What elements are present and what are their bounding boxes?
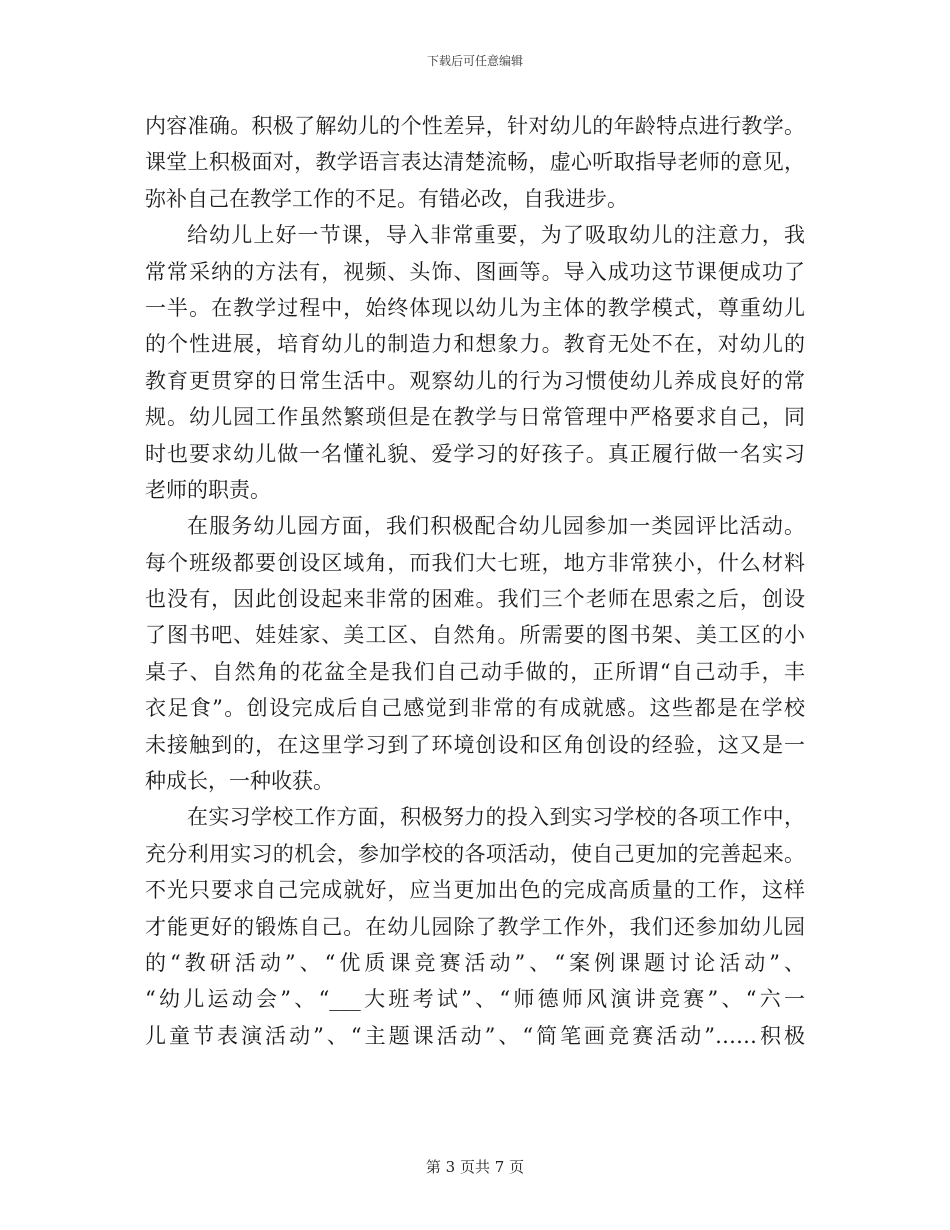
- text-line: 弥补自己在教学工作的不足。有错必改，自我进步。: [145, 186, 628, 211]
- text-line: 一半。在教学过程中，始终体现以幼儿为主体的教学模式，尊重幼儿: [145, 295, 805, 320]
- text-line: 时也要求幼儿做一名懂礼貌、爱学习的好孩子。真正履行做一名实习: [145, 441, 805, 466]
- text-line: 充分利用实习的机会，参加学校的各项活动，使自己更加的完善起来。: [145, 841, 805, 866]
- text-line: 未接触到的，在这里学习到了环境创设和区角创设的经验，这又是一: [145, 732, 805, 757]
- text-line: 每个班级都要创设区域角，而我们大七班，地方非常狭小，什么材料: [145, 550, 805, 575]
- document-body: [145, 108, 805, 1054]
- text-line: “幼儿运动会”、“___大班考试”、“师德师风演讲竞赛”、“六一: [145, 987, 805, 1012]
- text-line: 在实习学校工作方面，积极努力的投入到实习学校的各项工作中，: [187, 805, 805, 830]
- text-line: 规。幼儿园工作虽然繁琐但是在教学与日常管理中严格要求自己，同: [145, 405, 805, 430]
- text-line: 给幼儿上好一节课，导入非常重要，为了吸取幼儿的注意力，我: [187, 223, 805, 248]
- text-line: 衣足食”。创设完成后自己感觉到非常的有成就感。这些都是在学校: [145, 696, 805, 721]
- text-line: 儿童节表演活动”、“主题课活动”、“简笔画竞赛活动”……积极: [145, 1023, 805, 1048]
- text-line: 教育更贯穿的日常生活中。观察幼儿的行为习惯使幼儿养成良好的常: [145, 368, 805, 393]
- text-line: 种成长，一种收获。: [145, 769, 334, 794]
- text-line: 了图书吧、娃娃家、美工区、自然角。所需要的图书架、美工区的小: [145, 623, 805, 648]
- text-line: 才能更好的锻炼自己。在幼儿园除了教学工作外，我们还参加幼儿园: [145, 914, 805, 939]
- text-line: 的个性进展，培育幼儿的制造力和想象力。教育无处不在，对幼儿的: [145, 332, 805, 357]
- text-line: 也没有，因此创设起来非常的困难。我们三个老师在思索之后，创设: [145, 587, 805, 612]
- text-line: 桌子、自然角的花盆全是我们自己动手做的，正所谓“自己动手，丰: [145, 659, 805, 684]
- text-line: 课堂上积极面对，教学语言表达清楚流畅，虚心听取指导老师的意见，: [145, 150, 805, 175]
- text-line: 在服务幼儿园方面，我们积极配合幼儿园参加一类园评比活动。: [187, 514, 805, 539]
- text-line: 不光只要求自己完成就好，应当更加出色的完成高质量的工作，这样: [145, 878, 805, 903]
- text-line: 的“教研活动”、“优质课竞赛活动”、“案例课题讨论活动”、: [145, 950, 805, 975]
- page-header: 下载后可任意编辑: [426, 54, 523, 68]
- text-line: 老师的职责。: [145, 477, 271, 502]
- page-footer: 第 3 页共 7 页: [425, 1158, 525, 1176]
- text-line: 常常采纳的方法有，视频、头饰、图画等。导入成功这节课便成功了: [145, 259, 805, 284]
- text-line: 内容准确。积极了解幼儿的个性差异，针对幼儿的年龄特点进行教学。: [145, 114, 805, 138]
